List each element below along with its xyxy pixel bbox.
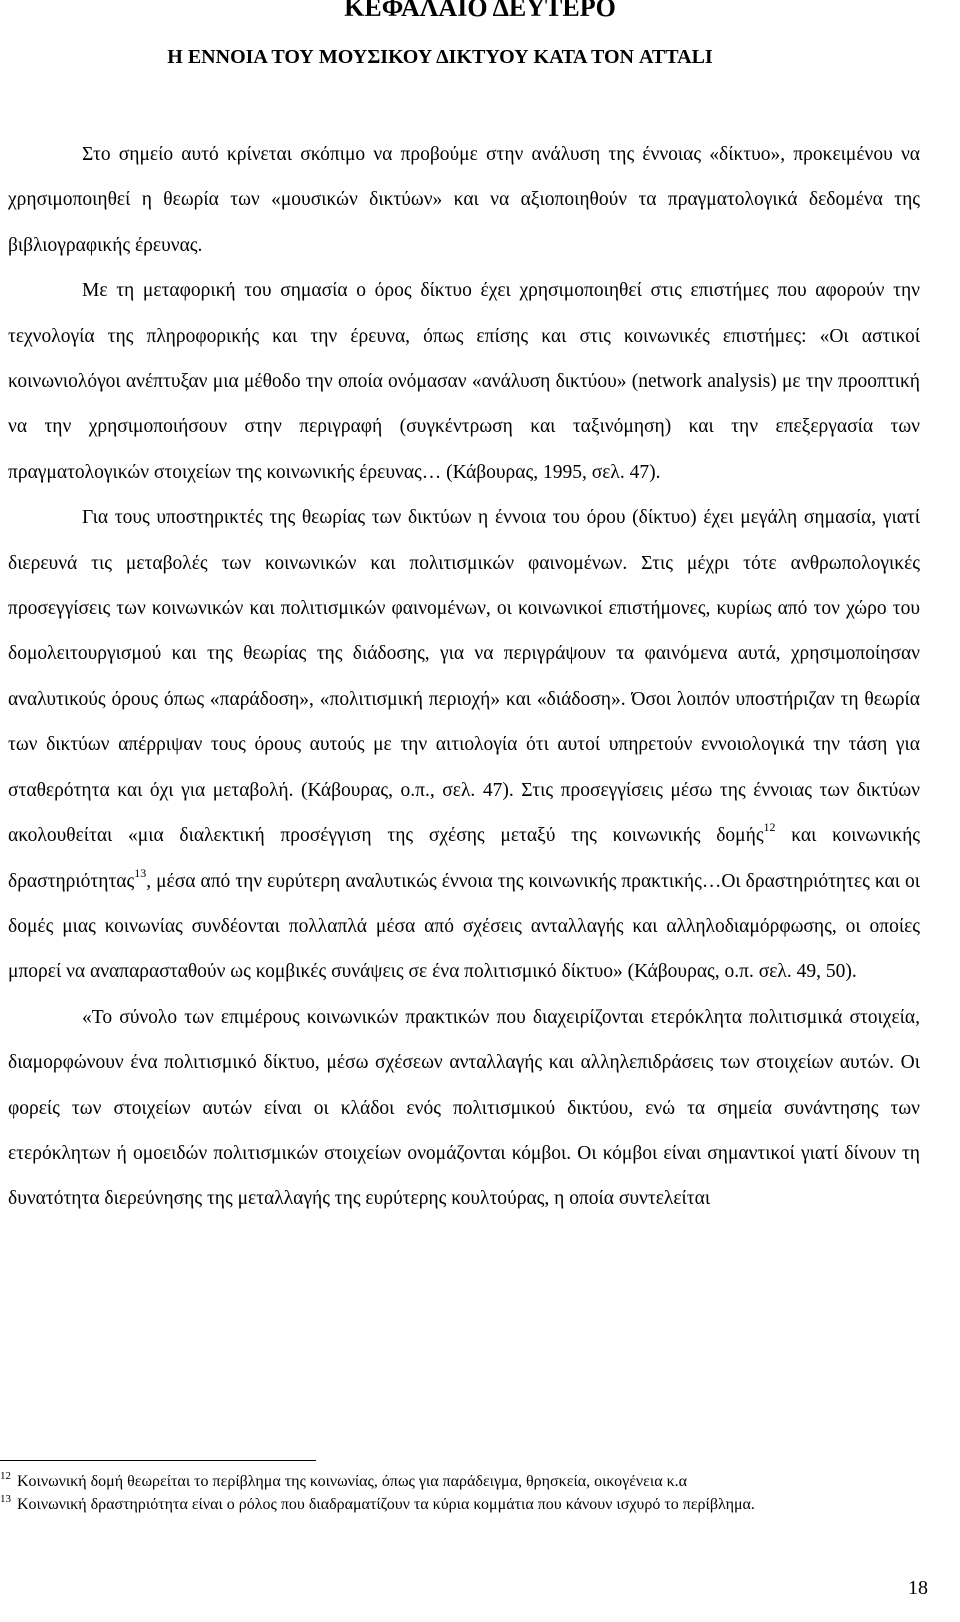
footnote-divider: [0, 1460, 316, 1461]
footnote-text: Κοινωνική δομή θεωρείται το περίβλημα της κοινωνίας, όπως για παράδειγμα, θρησκεία, οικογένεια κ.α: [17, 1473, 688, 1490]
footnote-ref-12: 12: [763, 820, 776, 835]
footnote-13: [0, 1493, 920, 1516]
footnote-text: Κοινωνική δραστηριότητα είναι ο ρόλος που διαδραματίζουν τα κύρια κομμάτια που κάνουν ισχυρό το περίβλημα.: [17, 1496, 755, 1513]
paragraph-1: Στο σημείο αυτό κρίνεται σκόπιμο να προβούμε στην ανάλυση της έννοιας «δίκτυο», προκειμένου να χρησιμοποιηθεί η θεωρία των «μουσικών δικτύων» και να αξιοποιηθούν τα πραγματολογικά δεδομένα της βιβλιογραφικής έρευνας.: [8, 144, 920, 256]
paragraph-3-part-2: και κοινωνικής δραστηριότητας: [8, 825, 920, 892]
footnote-number: 13: [0, 1493, 11, 1505]
footnotes: [0, 1470, 920, 1516]
chapter-subtitle: Η ΕΝΝΟΙΑ ΤΟΥ ΜΟΥΣΙΚΟΥ ΔΙΚΤΥΟΥ ΚΑΤΑ ΤΟΝ ATTALI: [167, 46, 713, 68]
body-text: [8, 132, 920, 1222]
paragraph-2: Με τη μεταφορική του σημασία ο όρος δίκτυο έχει χρησιμοποιηθεί στις επιστήμες που αφορούν την τεχνολογία της πληροφορικής και την έρευνα, όπως επίσης και στις κοινωνικές επιστήμες: «Οι αστικοί κοινωνιολόγοι ανέπτυξαν μια μέθοδο την οποία ονόμασαν «ανάλυση δικτύου» (network analysis) με την προοπτική να την χρησιμοποιήσουν στην περιγραφή (συγκέντρωση και ταξινόμηση) και την επεξεργασία των πραγματολογικών στοιχείων της κοινωνικής έρευνας… (Κάβουρας, 1995, σελ. 47).: [8, 280, 920, 483]
footnote-ref-13: 13: [134, 865, 147, 880]
paragraph-4: «Το σύνολο των επιμέρους κοινωνικών πρακτικών που διαχειρίζονται ετερόκλητα πολιτισμικά στοιχεία, διαμορφώνουν ένα πολιτισμικό δίκτυο, μέσω σχέσεων ανταλλαγής και αλληλεπιδράσεις των στοιχείων αυτών. Οι φορείς των στοιχείων αυτών είναι οι κλάδοι ενός πολιτισμικού δικτύου, ενώ τα σημεία συνάντησης των ετερόκλητων ή ομοειδών πολιτισμικών στοιχείων ονομάζονται κόμβοι. Οι κόμβοι είναι σημαντικοί γιατί δίνουν τη δυνατότητα διερεύνησης της μεταλλαγής της ευρύτερης κουλτούρας, η οποία συντελείται: [8, 1006, 920, 1210]
paragraph-3-part-3: , μέσα από την ευρύτερη αναλυτικώς έννοια της κοινωνικής πρακτικής…Οι δραστηριότητες και οι δομές μιας κοινωνίας συνδέονται πολλαπλά μέσα από σχέσεις ανταλλαγής και αλληλοδιαμόρφωσης, οι οποίες μπορεί να αναπαρασταθούν ως κομβικές συνάψεις σε ένα πολιτισμικό δίκτυο» (Κάβουρας, ο.π. σελ. 49, 50).: [8, 870, 920, 983]
page-number: 18: [908, 1577, 928, 1599]
footnote-12: [0, 1470, 920, 1493]
paragraph-3: [8, 495, 920, 994]
footnote-number: 12: [0, 1470, 11, 1482]
paragraph-3-part-1: Για τους υποστηρικτές της θεωρίας των δικτύων η έννοια του όρου (δίκτυο) έχει μεγάλη σημασία, γιατί διερευνά τις μεταβολές των κοινωνικών και πολιτισμικών φαινομένων. Στις μέχρι τότε ανθρωπολογικές προσεγγίσεις των κοινωνικών και πολιτισμικών φαινομένων, οι κοινωνικοί επιστήμονες, κυρίως από τον χώρο του δομολειτουργισμού και της θεωρίας της διάδοσης, για να περιγράψουν τα φαινόμενα αυτά, χρησιμοποίησαν αναλυτικούς όρους όπως «παράδοση», «πολιτισμική περιοχή» και «διάδοση». Όσοι λοιπόν υποστήριζαν τη θεωρία των δικτύων απέρριψαν τους όρους αυτούς με την αιτιολογία ότι αυτοί υπηρετούν εννοιολογικά την τάση για σταθερότητα και όχι για μεταβολή. (Κάβουρας, ο.π., σελ. 47). Στις προσεγγίσεις μέσω της έννοιας των δικτύων ακολουθείται «μια διαλεκτική προσέγγιση της σχέσης μεταξύ της κοινωνικής δομής: [8, 507, 920, 847]
chapter-title: ΚΕΦΑΛΑΙΟ ΔΕΥΤΕΡΟ: [344, 0, 616, 22]
